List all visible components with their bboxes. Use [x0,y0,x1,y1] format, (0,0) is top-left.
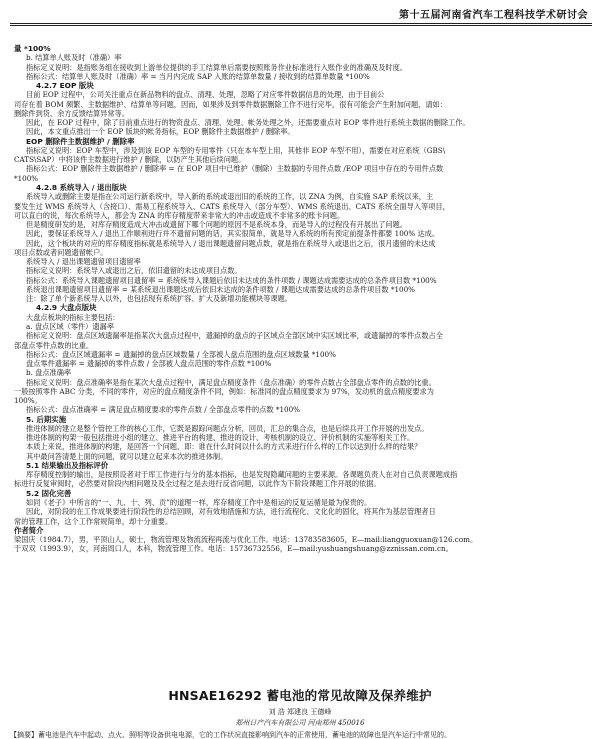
text-line: 部盘点零件点数的比重。 [14,340,94,350]
text-line: 5.2 固化完善 [26,488,72,498]
text-line: 指标公式：EOP 删除件主数据维护 / 删除率 = 在 EOP 项目中已维护（删除）主数据的专用件点数 /EOP 项目中存在的专用件点数 [26,164,444,174]
text-line: 系统导入 / 退出课题遗留项目遗留率 [26,257,141,267]
text-line: 指标定义说明：系统导入或退出之后，依旧遗留的未达成项目点数。 [26,266,242,276]
text-line: CATS\SAP）中将该件主数据进行维护 / 删除，以防产生其他后续问题。 [14,155,246,165]
text-line: 因此，本文重点推出一个 EOP 版块的帐务指标，EOP 删除件主数据维护 / 删除率。 [26,127,295,137]
text-line: 常的管理工作，这个工作常规简单，却十分重要。 [14,516,173,526]
next-article [0,686,600,728]
text-line: 梁国庆（1984.7），男，平顶山人，硕士，物流管理及物流流程再流与优化工作。电话：13783583605，E—mail:liangguoxuan@126.com。 [14,535,478,545]
text-line: 指标定义说明：盘点区域遗漏率是指某次大盘点过程中，遗漏掉的盘点的子区域点全部区域中实区域比率，或遗漏掉的零件点数占全 [26,331,443,341]
article-affiliation: 郑州日产汽车有限公司 河南郑州 450016 [235,719,365,727]
text-line: 指标定义说明：EOP 车型中，涉及到该 EOP 车型的专用零件（只在本车型上用，其他非 EOP 车型不用），需要在对应系统（GBS\ [26,145,446,155]
text-line: 司存在着 BOM 频繁、主数据维护、结算单等问题，因而，如果涉及到零件数据删除工作不进行完毕，很有可能会产生附加问题，请如： [14,99,447,109]
text-line: 目前 EOP 过程中，公司关注重点在新品物料的盘点、清理、处理，忽略了对应零件数据信息的处理，由于目前公 [26,90,385,100]
text-line: b. 盘点准确率 [26,368,72,378]
text-line: 要发生过 WMS 系统导入（含接口）、需易工程系统导入、CATS 系统导入（部分车型）、WMS 系统退出、CATS 系统全面导入等项目， [14,201,450,211]
text-line: EOP 删除件主数据维护 / 删除率 [26,136,135,146]
text-line: 5. 后期实施 [26,414,67,424]
abstract-cutoff-line: 【摘要】蓄电池是汽车中起动、点火、照明等设备供电电源，它的工作状况直接影响到汽车的正常使用，蓄电池的故障也是汽车运行中常见的。 [10,731,451,739]
header-rule [10,23,592,24]
text-line: 于双双（1993.9），女，河南周口人，本科，物流管理工作。电话：15736732556，E—mail:yushuangshuang@zznissan.com.cn。 [14,544,453,554]
text-line: 大盘点板块的指标主要包括： [26,312,120,322]
text-line: 指标公式：盘点区域遗漏率 = 遗漏掉的盘点区域数量 / 全部被人盘点范围的盘点区域数量 *100% [26,349,336,359]
text-line: 指标公式：盘点准确率 = 满足盘点精度要求的零件点数 / 全部盘点零件的点数 *100% [26,405,301,415]
text-line: b. 结算单人账及时（准确）率 [26,53,122,63]
text-line: 因此，在 EOP 过程中，除了目前重点进行的物资盘点、清理、处理、帐务处理之外，还需要重点对 EOP 零件进行系统主数据的删除工作。 [26,118,470,128]
text-line: 本质上来说，推进体制的构建，是回答一个问题，即：谁在什么时间以什么的方式来进行什么样的工作以达到什么样的结果？ [26,442,422,452]
header-rule-secondary [10,25,592,26]
text-line: 注：除了单个新系统导入以外，也包括现有系统扩容、扩大及新增功能模块等课题。 [26,294,292,304]
text-line: 指标定义说明：盘点准确率是指在某次大盘点过程中，满足盘点精度条件（盘点准确）的零件点数占全部盘点零件的点数的比重。 [26,377,436,387]
text-line: 推进体制的建立是整个管控工作的核心工作，它既是跟踪问题点分析，回员，汇总的集合点，也是后续兵开工作开展的出发点。 [26,423,429,433]
text-line: 项目点数或者问题遗留帐户。 [14,247,108,257]
text-line: 系统退出课题遗留项目遗留率 = 某系统退出课题达成后依旧未达成的条件项数 / 课题达成需要达成的总条件项目数 *100% [26,284,416,294]
text-line: 标进行反复审阅时，必然要对阶段内相问题及及全过程之是去进行反省问题，以此作为下阶段课题工作开展的依据。 [14,479,381,489]
text-line: 4.2.8 系统导入 / 退出版块 [36,182,127,192]
text-line: 指标公式：结算单人账及时（准确）率 = 当月内完成 SAP 入账的结算单数量 / 接收到的结算单数量 *100% [26,71,370,81]
text-line: 一般按照零件 ABC 分类，不同的零件，对应的盘点精度条件不同，例如：标准同的盘点精度要求为 97%，发动机的盘点精度要求为 [14,386,434,396]
text-line: 因此，这个板块的对应的库存精度指标就是系统导入 / 退出课题遗留问题点数，就是指在系统导入或退出之后，很月遗留的未达成 [26,238,436,248]
text-line: 量 *100% [14,44,51,53]
text-line: 指标定义说明：是指账务组在接收到上游单位提供的手工结算单后需要按照账务作业标准进行入账作业的准确及及时度。 [26,62,407,72]
text-line: 5.1 结果输出及指标评价 [26,460,109,470]
text-line: 删除件到货、余方反馈结算异常等。 [14,108,130,118]
body-text [14,44,590,554]
running-header: 第十五届河南省汽车工程科技学术研讨会 [399,10,588,21]
text-line: 4.2.7 EOP 版块 [36,81,94,91]
text-line: 因此，对阶段的在工作成果要进行阶段性的总结回顾，对有效地措施和方法，进行流程化、文化化的固化，将其作为基层管理者日 [26,507,436,517]
text-line: 库存精度控制的输出，是按照设者对于库工作进行与分的基本指标，也是发现隐藏问题的主要来源。各课题负责人在对自己负责课题成指 [26,470,458,480]
text-line: 指标公式：系统导入课题遗留项目遗留率 = 系统统导入课题后依旧未达成的条件项数 / 课题达成需要达成的总条件项目数 *100% [26,275,437,285]
article-title: HNSAE16292 蓄电池的常见故障及保养维护 [168,688,432,703]
text-line: 但是精度研发的是，对库存精度造成大冲击或遗留下哪个问题的原因不是系统本身，而是导入的过程没有开展出了问题。 [26,220,407,230]
text-line: 盘点零件遗漏率 = 遗漏掉的零件点数 / 全部被人盘点范围的零件点数 *100% [26,359,272,369]
text-line: 因此，要保证系统导入 / 退出工作顺利进行并不遗留问题的话，其实很简单，就是导入系统的所有预定前提条件都要 100% 达成。 [26,229,440,239]
text-line: 可以直白的说，每次系统导入，都会为 ZNA 的库存精度带来非常大的冲击或造成不非常多的账卡问题。 [14,210,345,220]
text-line: *100% [14,173,39,183]
text-line: 100%。 [14,396,42,406]
text-line: 推进体制的构架一般包括推进小组的建立、推进平台的构建、推进的设计、考核机制的设立、评价机制的实施等相关工作。 [26,433,415,443]
text-line: a. 盘点区域（零件）遗漏率 [26,321,114,331]
text-line: 系统导入或删除主要是指在公司运行新系统中，导入新的系统或退出旧的系统的工作，以 ZNA 为例，自实施 SAP 系统以来，主 [26,192,434,202]
text-line: 4.2.9 大盘点版块 [36,303,97,313]
text-line: 其中最问答清楚上面的问题，就可以建立起来本次的推进体制。 [26,451,228,461]
article-authors: 刘 浩 郑建良 王德峰 [268,708,332,716]
text-line: 如同《老子》中所言的“一、九、十、列、贡”的道理一样，库存精度工作中是相运的反复运循是最为保贵的。 [26,498,372,508]
text-line: 作者简介 [14,525,44,535]
